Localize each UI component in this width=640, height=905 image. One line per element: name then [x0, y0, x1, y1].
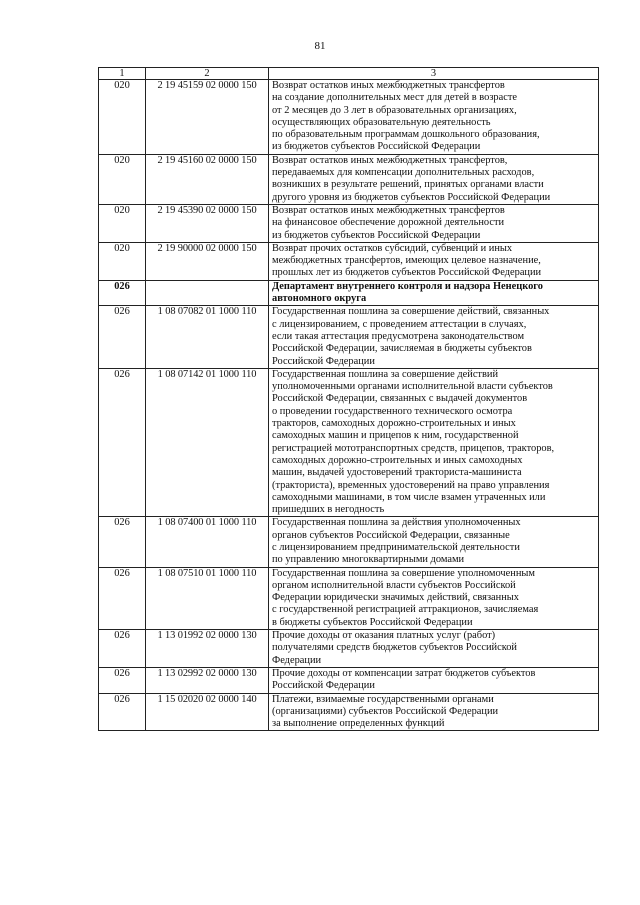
budget-code-cell: 2 19 45160 02 0000 150: [146, 154, 269, 204]
admin-code-cell: 020: [99, 242, 146, 280]
budget-code-cell: 1 08 07510 01 1000 110: [146, 567, 269, 629]
description-cell: Прочие доходы от компенсации затрат бюджетов субъектов Российской Федерации: [269, 667, 599, 693]
budget-code-cell: [146, 280, 269, 306]
budget-code-cell: 1 08 07082 01 1000 110: [146, 306, 269, 368]
admin-code-cell: 026: [99, 693, 146, 731]
admin-code-cell: 020: [99, 154, 146, 204]
budget-code-cell: 1 13 02992 02 0000 130: [146, 667, 269, 693]
table-row: [99, 567, 599, 629]
table-row: [99, 667, 599, 693]
description-cell: Возврат прочих остатков субсидий, субвенций и иных межбюджетных трансфертов, имеющих целевое назначение, прошлых лет из бюджетов субъектов Российской Федерации: [269, 242, 599, 280]
table-row: [99, 204, 599, 242]
table-row: [99, 693, 599, 731]
table-row: [99, 517, 599, 567]
admin-code-cell: 026: [99, 306, 146, 368]
table-row: [99, 80, 599, 155]
admin-code-cell: 026: [99, 280, 146, 306]
header-col-1: 1: [99, 68, 146, 80]
table-row: [99, 630, 599, 668]
description-cell: Платежи, взимаемые государственными органами (организациями) субъектов Российской Федерации за выполнение определенных функций: [269, 693, 599, 731]
table-row: [99, 280, 599, 306]
admin-code-cell: 026: [99, 630, 146, 668]
admin-code-cell: 026: [99, 368, 146, 517]
budget-code-cell: 2 19 45390 02 0000 150: [146, 204, 269, 242]
budget-code-cell: 1 08 07400 01 1000 110: [146, 517, 269, 567]
description-cell: Государственная пошлина за совершение уполномоченным органом исполнительной власти субъектов Российской Федерации юридически значимых действий, связанных с государственной регистрацией аттракционов, зачисляемая в бюджеты субъектов Российской Федерации: [269, 567, 599, 629]
table-header-row: [99, 68, 599, 80]
table-row: [99, 368, 599, 517]
description-cell: Государственная пошлина за совершение действий, связанных с лицензированием, с проведением аттестации в случаях, если такая аттестация предусмотрена законодательством Российской Федерации, зачисляемая в бюджеты субъектов Российской Федерации: [269, 306, 599, 368]
description-cell: Возврат остатков иных межбюджетных трансфертов, передаваемых для компенсации дополнительных расходов, возникших в результате решений, принятых органами власти другого уровня из бюджетов субъектов Российской Федерации: [269, 154, 599, 204]
page-number: 81: [314, 40, 326, 52]
table-row: [99, 154, 599, 204]
admin-code-cell: 026: [99, 667, 146, 693]
admin-code-cell: 026: [99, 517, 146, 567]
budget-code-cell: 1 13 01992 02 0000 130: [146, 630, 269, 668]
budget-code-cell: 2 19 45159 02 0000 150: [146, 80, 269, 155]
budget-code-cell: 1 08 07142 01 1000 110: [146, 368, 269, 517]
header-col-3: 3: [269, 68, 599, 80]
budget-codes-table: [98, 67, 599, 731]
budget-code-cell: 2 19 90000 02 0000 150: [146, 242, 269, 280]
admin-code-cell: 026: [99, 567, 146, 629]
table-row: [99, 306, 599, 368]
description-cell: Государственная пошлина за действия уполномоченных органов субъектов Российской Федерации, связанные с лицензированием предпринимательской деятельности по управлению многоквартирными домами: [269, 517, 599, 567]
header-col-2: 2: [146, 68, 269, 80]
description-cell: Департамент внутреннего контроля и надзора Ненецкого автономного округа: [269, 280, 599, 306]
description-cell: Возврат остатков иных межбюджетных трансфертов на финансовое обеспечение дорожной деятельности из бюджетов субъектов Российской Федерации: [269, 204, 599, 242]
table-row: [99, 242, 599, 280]
admin-code-cell: 020: [99, 204, 146, 242]
description-cell: Прочие доходы от оказания платных услуг (работ) получателями средств бюджетов субъектов Российской Федерации: [269, 630, 599, 668]
description-cell: Государственная пошлина за совершение действий уполномоченными органами исполнительной власти субъектов Российской Федерации, связанных с выдачей документов о проведении государственного технического осмотра тракторов, самоходных дорожно-строительных и иных самоходных машин и прицепов к ним, государственной регистрацией мототранспортных средств, прицепов, тракторов, самоходных дорожно-строительных и иных самоходных машин, выдачей удостоверений тракториста-машиниста (тракториста), временных удостоверений на право управления самоходными машинами, в том числе взамен утраченных или пришедших в негодность: [269, 368, 599, 517]
budget-code-cell: 1 15 02020 02 0000 140: [146, 693, 269, 731]
description-cell: Возврат остатков иных межбюджетных трансфертов на создание дополнительных мест для детей в возрасте от 2 месяцев до 3 лет в образовательных организациях, осуществляющих образовательную деятельность по образовательным программам дошкольного образования, из бюджетов субъектов Российской Федерации: [269, 80, 599, 155]
admin-code-cell: 020: [99, 80, 146, 155]
